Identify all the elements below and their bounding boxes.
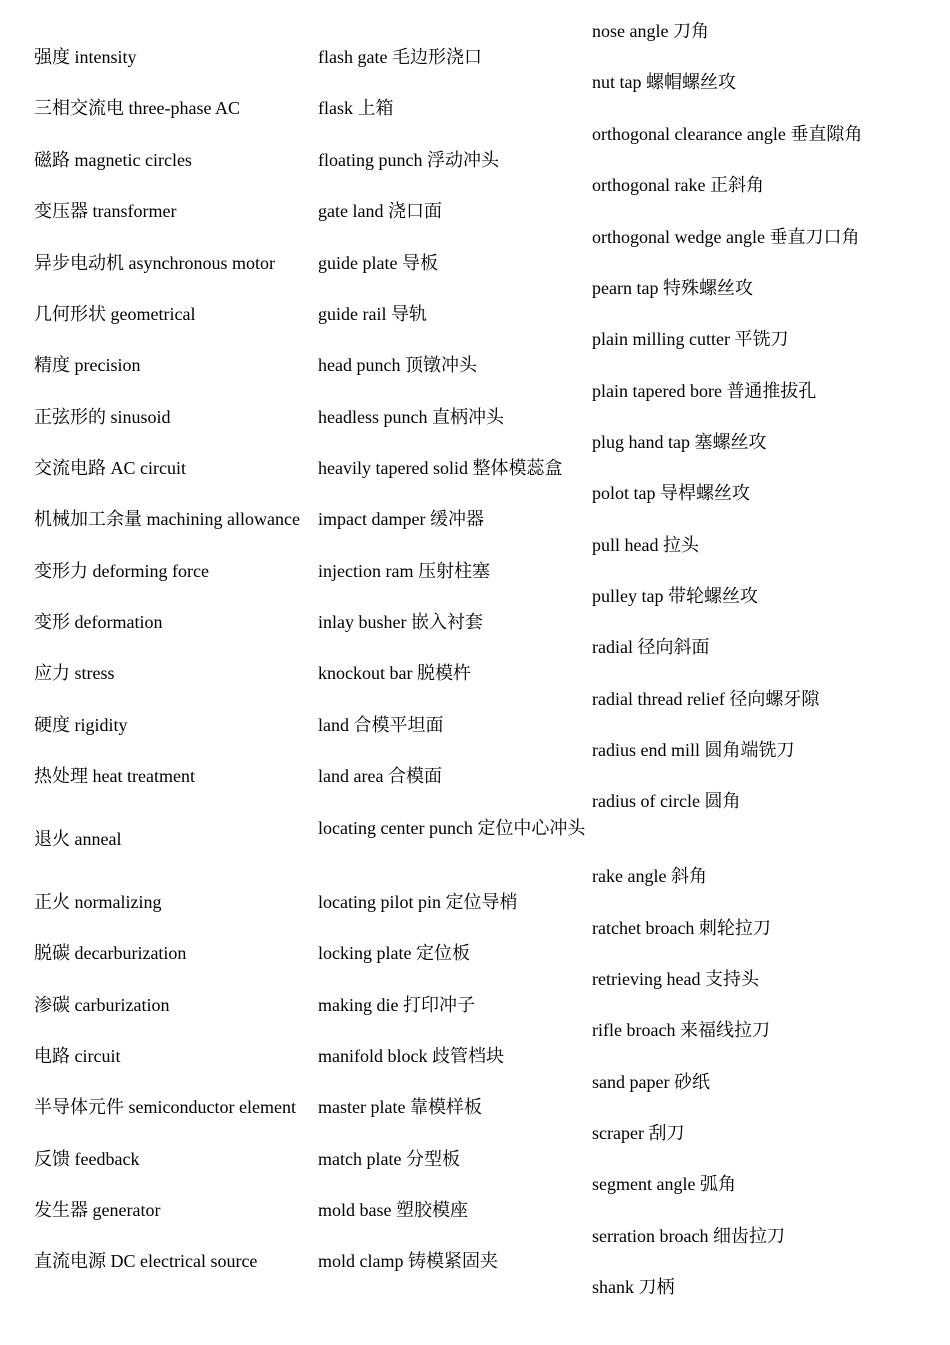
glossary-entry: 强度 intensity (34, 47, 137, 67)
glossary-entry: 变形力 deforming force (34, 561, 209, 581)
glossary-entry: plain tapered bore 普通推拔孔 (592, 381, 817, 401)
glossary-entry: serration broach 细齿拉刀 (592, 1226, 785, 1246)
glossary-entry: 磁路 magnetic circles (34, 150, 192, 170)
glossary-entry: 机械加工余量 machining allowance (34, 509, 300, 529)
glossary-entry: mold base 塑胶模座 (318, 1200, 468, 1220)
glossary-entry: nose angle 刀角 (592, 21, 709, 41)
glossary-entry: 异步电动机 asynchronous motor (34, 253, 275, 273)
glossary-entry: impact damper 缓冲器 (318, 509, 484, 529)
glossary-entry: plug hand tap 塞螺丝攻 (592, 432, 767, 452)
glossary-entry: headless punch 直柄冲头 (318, 407, 504, 427)
glossary-entry: ratchet broach 刺轮拉刀 (592, 918, 771, 938)
glossary-entry: rifle broach 来福线拉刀 (592, 1020, 770, 1040)
glossary-entry: land 合模平坦面 (318, 715, 444, 735)
glossary-entry: inlay busher 嵌入衬套 (318, 612, 483, 632)
glossary-entry: pull head 拉头 (592, 535, 699, 555)
glossary-entry: radial 径向斜面 (592, 637, 710, 657)
glossary-entry: flask 上箱 (318, 98, 394, 118)
glossary-entry: orthogonal clearance angle 垂直隙角 (592, 124, 863, 144)
glossary-entry: guide rail 导轨 (318, 304, 427, 324)
glossary-entry: mold clamp 铸模紧固夹 (318, 1251, 498, 1271)
glossary-entry: radial thread relief 径向螺牙隙 (592, 689, 820, 709)
glossary-entry: master plate 靠模样板 (318, 1097, 482, 1117)
glossary-entry: 反馈 feedback (34, 1149, 140, 1169)
glossary-entry: polot tap 导桿螺丝攻 (592, 483, 750, 503)
glossary-entry: 变压器 transformer (34, 201, 177, 221)
glossary-entry: sand paper 砂纸 (592, 1072, 710, 1092)
glossary-entry: orthogonal wedge angle 垂直刀口角 (592, 227, 860, 247)
glossary-entry: 渗碳 carburization (34, 995, 170, 1015)
glossary-entry: pearn tap 特殊螺丝攻 (592, 278, 753, 298)
glossary-entry: orthogonal rake 正斜角 (592, 175, 764, 195)
glossary-entry: gate land 浇口面 (318, 201, 442, 221)
glossary-entry: 正火 normalizing (34, 892, 162, 912)
glossary-entry: radius end mill 圆角端铣刀 (592, 740, 795, 760)
glossary-entry: 几何形状 geometrical (34, 304, 196, 324)
glossary-entry: shank 刀柄 (592, 1277, 675, 1297)
glossary-entry: 精度 precision (34, 355, 141, 375)
glossary-entry: scraper 刮刀 (592, 1123, 685, 1143)
glossary-entry: 交流电路 AC circuit (34, 458, 186, 478)
glossary-entry: 直流电源 DC electrical source (34, 1251, 258, 1271)
glossary-entry: retrieving head 支持头 (592, 969, 759, 989)
glossary-entry: land area 合模面 (318, 766, 442, 786)
glossary-entry: 变形 deformation (34, 612, 163, 632)
glossary-entry: 应力 stress (34, 663, 115, 683)
glossary-entry: pulley tap 带轮螺丝攻 (592, 586, 758, 606)
glossary-entry: floating punch 浮动冲头 (318, 150, 499, 170)
glossary-entry: rake angle 斜角 (592, 866, 707, 886)
glossary-entry: nut tap 螺帽螺丝攻 (592, 72, 736, 92)
glossary-entry: plain milling cutter 平铣刀 (592, 329, 789, 349)
glossary-entry: 电路 circuit (34, 1046, 121, 1066)
glossary-entry: making die 打印冲子 (318, 995, 475, 1015)
glossary-entry: 退火 anneal (34, 829, 122, 849)
glossary-entry: 半导体元件 semiconductor element (34, 1097, 296, 1117)
glossary-entry: 发生器 generator (34, 1200, 161, 1220)
glossary-entry: radius of circle 圆角 (592, 791, 741, 811)
glossary-entry: injection ram 压射柱塞 (318, 561, 490, 581)
glossary-entry: 脱碳 decarburization (34, 943, 187, 963)
glossary-entry: manifold block 歧管档块 (318, 1046, 504, 1066)
glossary-entry: match plate 分型板 (318, 1149, 460, 1169)
glossary-entry: 热处理 heat treatment (34, 766, 195, 786)
glossary-entry: knockout bar 脱模杵 (318, 663, 471, 683)
glossary-entry: 正弦形的 sinusoid (34, 407, 171, 427)
glossary-entry: heavily tapered solid 整体模蕊盒 (318, 458, 563, 478)
glossary-entry: locking plate 定位板 (318, 943, 470, 963)
glossary-entry: segment angle 弧角 (592, 1174, 736, 1194)
glossary-entry: guide plate 导板 (318, 253, 438, 273)
glossary-entry: locating center punch 定位中心冲头 (318, 818, 586, 838)
glossary-entry: head punch 顶镦冲头 (318, 355, 477, 375)
glossary-entry: locating pilot pin 定位导梢 (318, 892, 518, 912)
glossary-entry: 三相交流电 three-phase AC (34, 98, 240, 118)
glossary-entry: 硬度 rigidity (34, 715, 128, 735)
glossary-entry: flash gate 毛边形浇口 (318, 47, 482, 67)
